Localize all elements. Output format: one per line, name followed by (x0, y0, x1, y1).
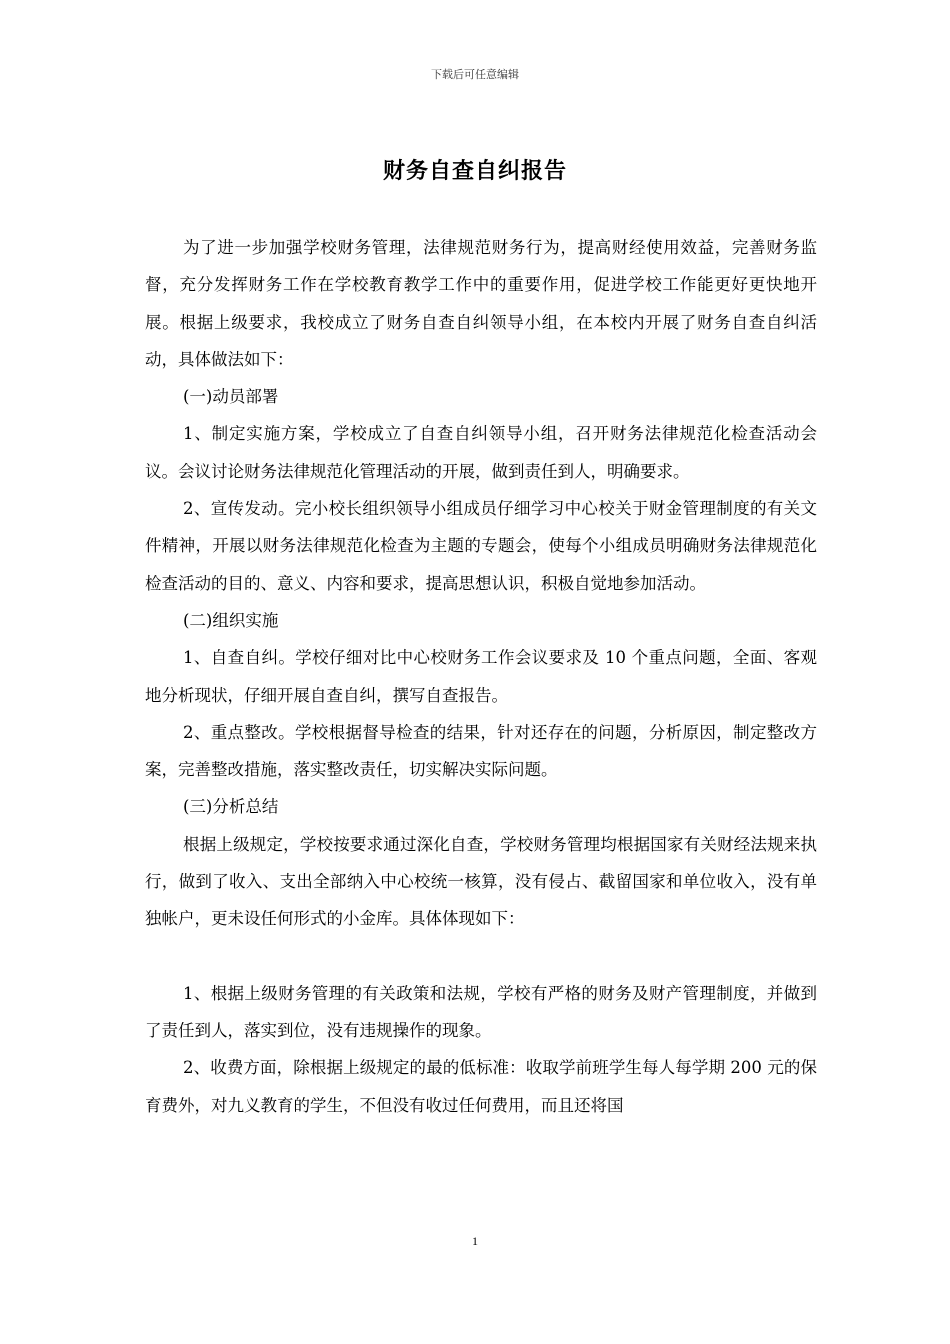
paragraph-2-1: 1、自查自纠。学校仔细对比中心校财务工作会议要求及 10 个重点问题，全面、客观地分析现状，仔细开展自查自纠，撰写自查报告。 (145, 648, 817, 705)
section-heading-1: (一)动员部署 (183, 387, 279, 407)
paragraph-1-2: 2、宣传发动。完小校长组织领导小组成员仔细学习中心校关于财金管理制度的有关文件精神，开展以财务法律规范化检查为主题的专题会，使每个小组成员明确财务法律规范化检查活动的目的、意义、内容和要求，提高思想认识，积极自觉地参加活动。 (145, 499, 817, 593)
document-body (145, 229, 817, 1124)
paragraph-3-2: 2、收费方面，除根据上级规定的最的低标准：收取学前班学生每人每学期 200 元的保育费外，对九义教育的学生，不但没有收过任何费用，而且还将国 (145, 1058, 817, 1115)
document-title: 财务自查自纠报告 (382, 159, 567, 184)
blank-line (145, 938, 817, 975)
page-number: 1 (472, 1234, 478, 1248)
paragraph-intro: 为了进一步加强学校财务管理，法律规范财务行为，提高财经使用效益，完善财务监督，充分发挥财务工作在学校教育教学工作中的重要作用，促进学校工作能更好更快地开展。根据上级要求，我校成立了财务自查自纠领导小组，在本校内开展了财务自查自纠活动，具体做法如下： (145, 238, 817, 369)
paragraph-1-1: 1、制定实施方案，学校成立了自查自纠领导小组，召开财务法律规范化检查活动会议。会议讨论财务法律规范化管理活动的开展，做到责任到人，明确要求。 (145, 424, 817, 481)
paragraph-3-summary: 根据上级规定，学校按要求通过深化自查，学校财务管理均根据国家有关财经法规来执行，做到了收入、支出全部纳入中心校统一核算，没有侵占、截留国家和单位收入，没有单独帐户，更未设任何形式的小金库。具体体现如下： (145, 834, 817, 929)
section-heading-3: (三)分析总结 (183, 797, 279, 817)
paragraph-3-1: 1、根据上级财务管理的有关政策和法规，学校有严格的财务及财产管理制度，并做到了责任到人，落实到位，没有违规操作的现象。 (145, 983, 817, 1040)
paragraph-2-2: 2、重点整改。学校根据督导检查的结果，针对还存在的问题，分析原因，制定整改方案，完善整改措施，落实整改责任，切实解决实际问题。 (145, 722, 817, 780)
header-note: 下载后可任意编辑 (431, 68, 519, 81)
section-heading-2: (二)组织实施 (183, 610, 279, 630)
